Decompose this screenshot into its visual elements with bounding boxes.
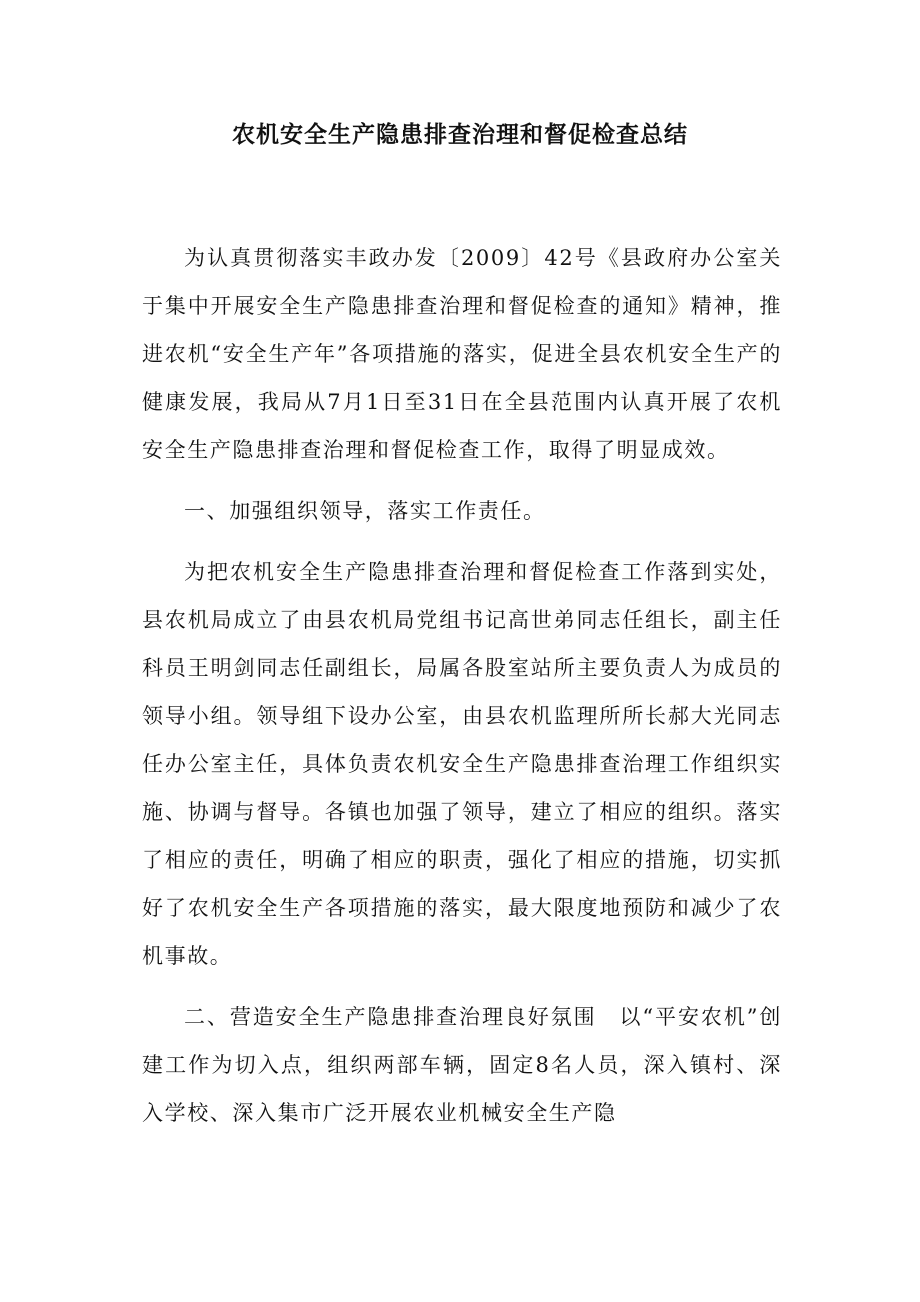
paragraph-section-2: 二、营造安全生产隐患排查治理良好氛围 以“平安农机”创建工作为切入点，组织两部车辆，固定8名人员，深入镇村、深入学校、深入集市广泛开展农业机械安全生产隐 bbox=[142, 1005, 782, 1125]
paragraph-section-1-body: 为把农机安全生产隐患排查治理和督促检查工作落到实处，县农机局成立了由县农机局党组书记高世弟同志任组长，副主任科员王明剑同志任副组长，局属各股室站所主要负责人为成员的领导小组。领导组下设办公室，由县农机监理所所长郝大光同志任办公室主任，具体负责农机安全生产隐患排查治理工作组织实施、协调与督导。各镇也加强了领导，建立了相应的组织。落实了相应的责任，明确了相应的职责，强化了相应的措施，切实抓好了农机安全生产各项措施的落实，最大限度地预防和减少了农机事故。 bbox=[142, 560, 782, 968]
paragraph-section-1-heading: 一、加强组织领导，落实工作责任。 bbox=[184, 499, 546, 523]
document-body bbox=[142, 234, 782, 1150]
paragraph-intro: 为认真贯彻落实丰政办发〔2009〕42号《县政府办公室关于集中开展安全生产隐患排查治理和督促检查的通知》精神，推进农机“安全生产年”各项措施的落实，促进全县农机安全生产的健康发展，我局从7月1日至31日在全县范围内认真开展了农机安全生产隐患排查治理和督促检查工作，取得了明显成效。 bbox=[142, 246, 782, 462]
document-title: 农机安全生产隐患排查治理和督促检查总结 bbox=[232, 122, 688, 148]
